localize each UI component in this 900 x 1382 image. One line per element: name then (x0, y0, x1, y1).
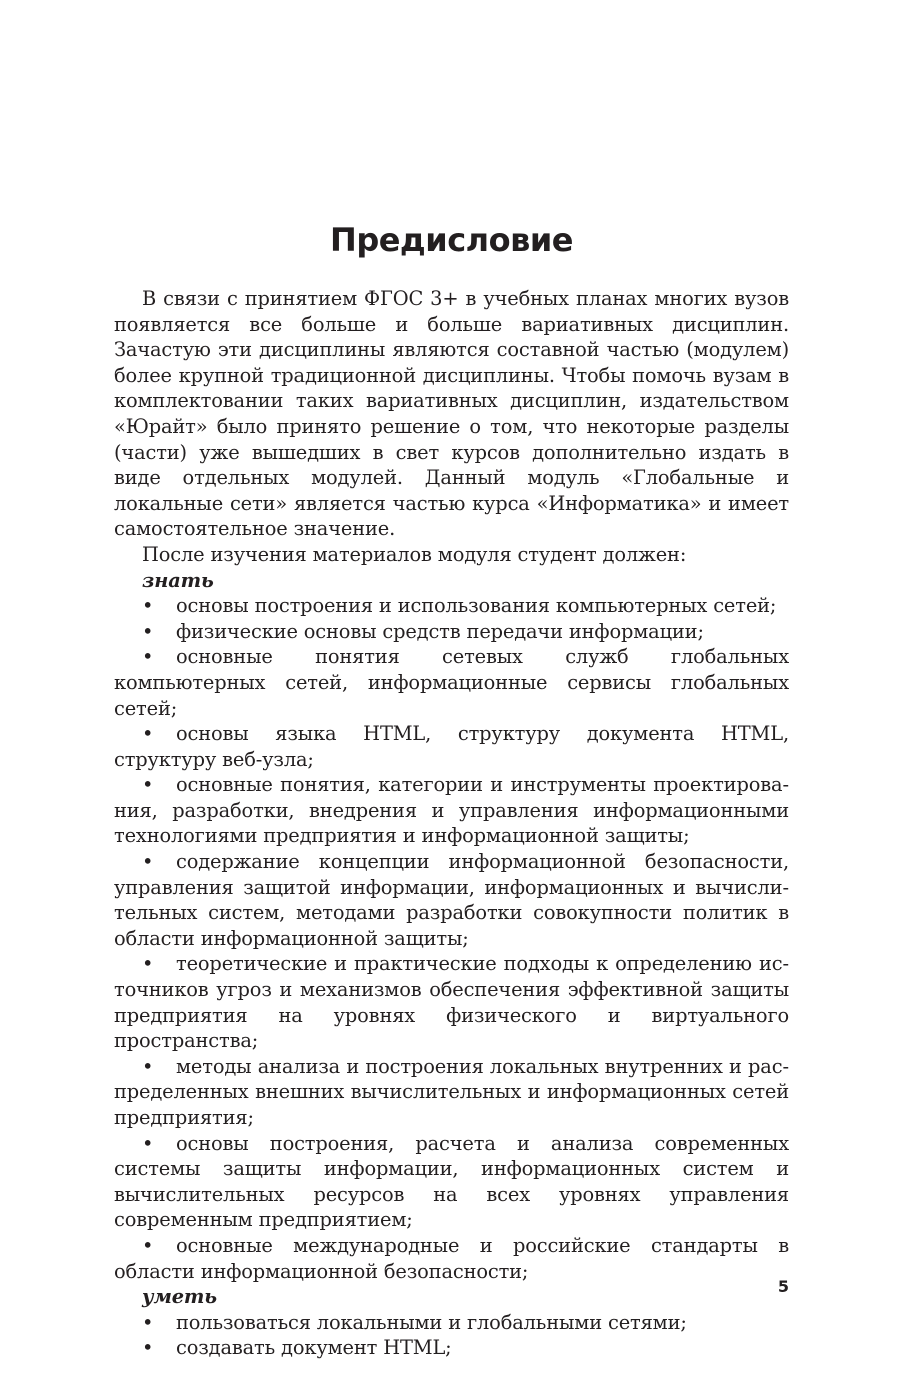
bullet-icon: • (142, 645, 154, 669)
bullet-icon: • (142, 1131, 154, 1155)
able-label: уметь (142, 1285, 217, 1309)
bullet-icon: • (142, 722, 154, 746)
list-item (114, 1054, 789, 1131)
page-number: 5 (777, 1277, 789, 1296)
list-item-text: основные международные и российские стандарты в области информационной безопасности; (114, 1233, 789, 1283)
list-item-text: основы языка HTML, структуру документа HTML, структуру веб-узла; (114, 722, 789, 771)
list-item (114, 619, 789, 645)
able-list (114, 1310, 789, 1361)
list-item-text: основные понятия, категории и инструменты проектирования, разработки, внедрения и управления информационными технологиями предприятия и информационной защиты; (114, 773, 789, 848)
list-item (114, 1233, 789, 1284)
bullet-icon: • (142, 619, 154, 643)
bullet-icon: • (142, 952, 154, 976)
list-item-text: методы анализа и построения локальных внутренних и распределенных внешних вычислительных и информационных сетей предприятия; (114, 1054, 789, 1129)
page (114, 0, 789, 1382)
bullet-icon: • (142, 1310, 154, 1334)
list-item (114, 1335, 789, 1361)
list-item (114, 593, 789, 619)
list-item-text: физические основы средств передачи информации; (176, 619, 704, 643)
preface-body (114, 286, 789, 1361)
list-item-text: содержание концепции информационной безопасности, управления защитой информации, информационных и вычислительных систем, методами разработки совокупности политик в области информационной защиты; (114, 850, 789, 950)
intro-paragraph: В связи с принятием ФГОС 3+ в учебных планах многих вузов появляется все больше и больше вариативных дисциплин. Зачастую эти дисциплины являются составной частью (модулем) более крупной традиционной дисциплины. Чтобы помочь вузам в комплектовании таких вариативных дисциплин, издательством «Юрайт» было принято решение о том, что некоторые разделы (части) уже вышедших в свет курсов дополнительно издать в виде отдельных модулей. Данный модуль «Глобальные и локальные сети» является частью курса «Информатика» и имеет самостоятельное значение. (114, 287, 789, 541)
bullet-icon: • (142, 1336, 154, 1360)
list-item (114, 644, 789, 721)
list-item-text: основы построения и использования компьютерных сетей; (176, 594, 777, 618)
list-item-text: теоретические и практические подходы к определению источников угроз и механизмов обеспечения эффективной защиты предприятия на уровнях физического и виртуального пространства; (114, 952, 789, 1053)
list-item-text: основные понятия сетевых служб глобальных компьютерных сетей, информационные сервисы глобальных сетей; (114, 645, 789, 720)
bullet-icon: • (142, 850, 154, 874)
bullet-icon: • (142, 1054, 154, 1078)
list-item (114, 772, 789, 849)
list-item-text: пользоваться локальными и глобальными сетями; (176, 1310, 687, 1334)
list-item (114, 849, 789, 951)
list-item (114, 1131, 789, 1233)
bullet-icon: • (142, 773, 154, 797)
list-item (114, 1310, 789, 1336)
intro-paragraph: После изучения материалов модуля студент должен: (142, 542, 687, 566)
list-item (114, 951, 789, 1053)
list-item-text: создавать документ HTML; (176, 1336, 452, 1360)
bullet-icon: • (142, 1233, 154, 1257)
list-item-text: основы построения, расчета и анализа современных системы защиты информации, информационных систем и вычислительных ресурсов на всех уровнях управления современным предприятием; (114, 1131, 789, 1232)
list-item (114, 721, 789, 772)
bullet-icon: • (142, 594, 154, 618)
know-list (114, 593, 789, 1284)
page-title: Предисловие (330, 221, 573, 259)
know-label: знать (142, 568, 214, 592)
